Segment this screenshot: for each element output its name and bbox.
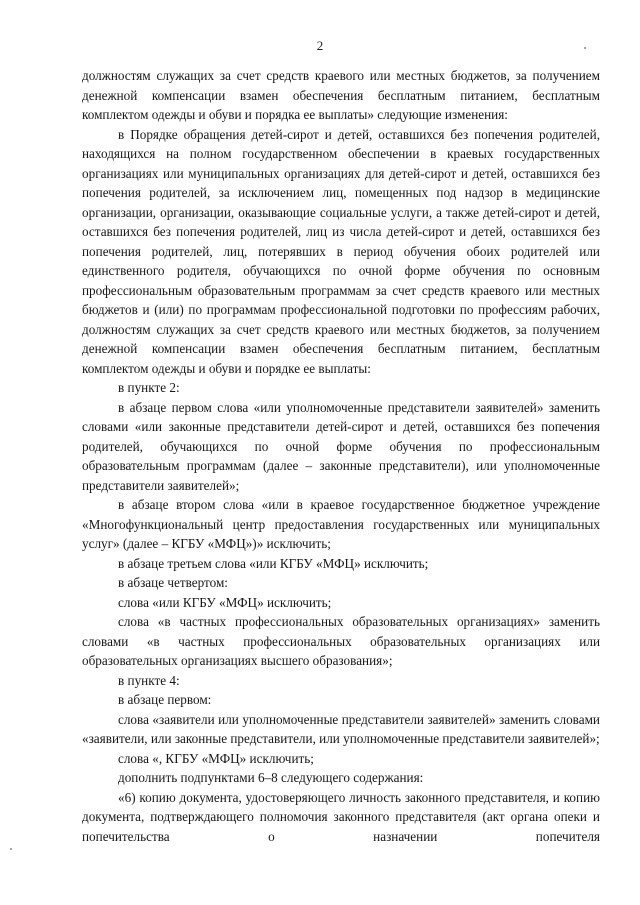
paragraph-clause-2-abz-4: в абзаце четвертом: — [118, 575, 228, 590]
paragraph-procedure-title: в Порядке обращения детей-сирот и детей, оставшихся без попечения родителей, находящихся на полном государственном обеспечении в краевых государственных организациях или муниципальных организациях для детей-сирот и детей, оставшихся без попечения родителей, за исключением лиц, помещенных под надзор в медицинские организации, организации, оказывающие социальные услуги, а также детей-сирот и детей, оставшихся без попечения родителей, лиц из числа детей-сирот и детей, оставшихся без попечения родителей, лиц, потерявших в период обучения обоих родителей или единственного родителя, обучающихся по очной форме обучения по основным профессиональным образовательным программам за счет средств краевого или местных бюджетов и (или) по программам профессиональной подготовки по профессиям рабочих, должностям служащих за счет средств краевого или местных бюджетов, за получением денежной компенсации взамен обеспечения бесплатным питанием, бесплатным комплектом одежды и обуви и порядке ее выплаты: — [82, 126, 600, 376]
scan-speck — [584, 47, 586, 49]
paragraph-abz-4-item-2: слова «в частных профессиональных образовательных организациях» заменить словами «в частных профессиональных образовательных организациях или образовательных организациях высшего образования»; — [82, 614, 600, 668]
paragraph-abz-4-item-1: слова «или КГБУ «МФЦ» исключить; — [118, 594, 332, 610]
paragraph-clause-4-abz-1: в абзаце первом: — [118, 692, 212, 707]
paragraph-clause-2-abz-1: в абзаце первом слова «или уполномоченные представители заявителей» заменить словами «или законные представители детей-сирот и детей, оставшихся без попечения родителей, обучающихся по очной форме обучения по профессиональным образовательным программам (далее – законные представители), или уполномоченные представители заявителей»; — [82, 399, 600, 493]
paragraph-clause-4-item-2: слова «, КГБУ «МФЦ» исключить; — [118, 750, 314, 766]
paragraph-add-subclauses: дополнить подпунктами 6–8 следующего содержания: — [118, 770, 424, 785]
document-body — [82, 66, 600, 846]
paragraph-subclause-6: «6) копию документа, удостоверяющего личность законного представителя, и копию документа, подтверждающего полномочия законного представителя (акт органа опеки и попечительства о назначении попечителя — [82, 789, 600, 844]
page-number: 2 — [316, 38, 324, 53]
paragraph-clause-4-item-1: слова «заявители или уполномоченные представители заявителей» заменить словами «заявители, или законные представители, или уполномоченные представители заявителей»; — [82, 711, 600, 746]
paragraph-intro-continuation: должностям служащих за счет средств краевого или местных бюджетов, за получением денежной компенсации взамен обеспечения бесплатным питанием, бесплатным комплектом одежды и обуви и порядка ее выплаты» следующие изменения: — [82, 68, 600, 122]
scan-speck — [10, 848, 12, 850]
paragraph-clause-2-abz-2: в абзаце втором слова «или в краевое государственное бюджетное учреждение «Многофункциональный центр предоставления государственных или муниципальных услуг» (далее – КГБУ «МФЦ»)» исключить; — [82, 497, 600, 551]
paragraph-clause-2-abz-3: в абзаце третьем слова «или КГБУ «МФЦ» исключить; — [118, 555, 429, 571]
paragraph-clause-2: в пункте 2: — [118, 380, 180, 395]
paragraph-clause-4: в пункте 4: — [118, 672, 180, 688]
